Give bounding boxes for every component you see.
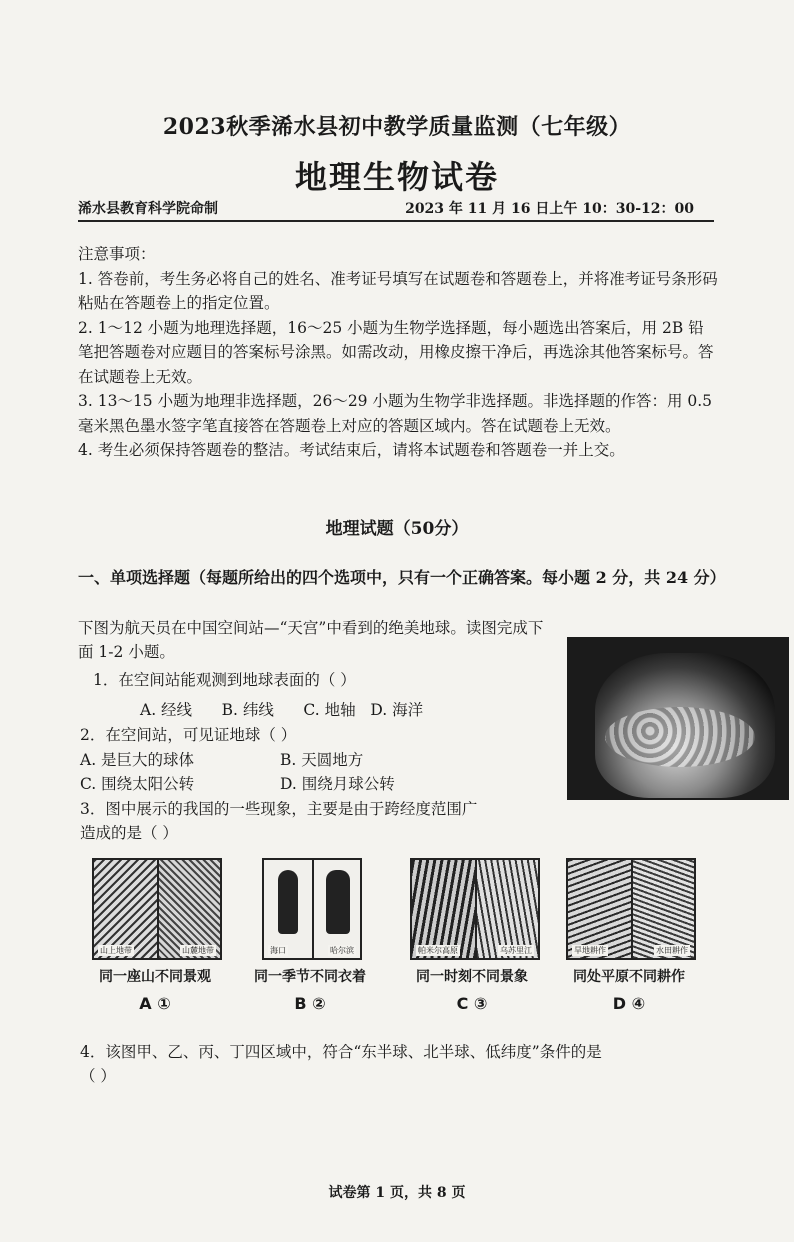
figure-2-image [262, 858, 362, 960]
cloud-pattern [605, 707, 755, 767]
figure-4-choice: D ④ [612, 994, 646, 1013]
question-1-options: A. 经线 B. 纬线 C. 地轴 D. 海洋 [140, 701, 424, 719]
question-4-paren: （ ） [80, 1067, 116, 1085]
intro-text: 下图为航天员在中国空间站—“天宫”中看到的绝美地球。读图完成下面 1-2 小题。 [78, 619, 544, 661]
meta-row [78, 196, 714, 222]
person-heavy-clothes [326, 870, 350, 934]
notice-item: 1. 答卷前，考生务必将自己的姓名、准考证号填写在试题卷和答题卷上，并将准考证号条形码粘贴在答题卷上的指定位置。 [78, 269, 718, 312]
notice [78, 242, 718, 463]
figure-3-tag-left: 帕米尔高原 [418, 946, 458, 955]
exam-datetime: 2023 年 11 月 16 日上午 10：30-12：00 [405, 201, 694, 217]
figure-1-choice: A ① [139, 994, 171, 1013]
question-2-option-c: C. 围绕太阳公转 [80, 775, 195, 793]
question-2-option-a: A. 是巨大的球体 [80, 751, 195, 769]
figure-4-image [566, 858, 696, 960]
figure-1-tag-right: 山麓地带 [182, 946, 214, 955]
figure-3-tag-right: 乌苏里江 [500, 946, 532, 955]
notice-item: 2. 1～12 小题为地理选择题，16～25 小题为生物学选择题，每小题选出答案后，用 2B 铅笔把答题卷对应题目的答案标号涂黑。如需改动，用橡皮擦干净后，再选涂其他答案标号。答在试题卷上无效。 [78, 318, 714, 386]
page-footer: 试卷第 1 页，共 8 页 [328, 1185, 466, 1201]
figure-2-choice: B ② [294, 994, 326, 1013]
exam-title: 2023秋季浠水县初中教学质量监测（七年级） [162, 114, 632, 140]
figure-3-caption: 同一时刻不同景象 [416, 969, 528, 985]
exam-subtitle: 地理生物试卷 [294, 158, 499, 196]
figure-4-caption: 同处平原不同耕作 [573, 969, 685, 985]
question-4-stem: 4．该图甲、乙、丙、丁四区域中，符合“东半球、北半球、低纬度”条件的是 [80, 1043, 602, 1061]
question-2-option-d: D. 围绕月球公转 [280, 775, 395, 793]
earth-from-space-photo [567, 637, 789, 800]
question-3-stem-line2: 造成的是（ ） [80, 824, 178, 842]
issuer: 浠水县教育科学院命制 [78, 201, 218, 217]
part-title: 一、单项选择题（每题所给出的四个选项中，只有一个正确答案。每小题 2 分，共 24 分） [78, 568, 726, 587]
notice-item: 4. 考生必须保持答题卷的整洁。考试结束后，请将本试题卷和答题卷一并上交。 [78, 441, 625, 459]
section-title: 地理试题（50分） [325, 519, 469, 539]
figure-1-image [92, 858, 222, 960]
person-light-clothes [278, 870, 298, 934]
notice-heading: 注意事项： [78, 245, 156, 263]
notice-item: 3. 13～15 小题为地理非选择题，26～29 小题为生物学非选择题。非选择题的作答：用 0.5 毫米黑色墨水签字笔直接答在答题卷上对应的答题区域内。答在试题卷上无效。 [78, 392, 713, 435]
figure-3-choice: C ③ [456, 994, 488, 1013]
figure-2-caption: 同一季节不同衣着 [254, 969, 366, 985]
figure-2-tag-left: 海口 [270, 946, 286, 955]
question-2-option-b: B. 天圆地方 [280, 751, 364, 769]
question-1-stem: 1．在空间站能观测到地球表面的（ ） [93, 671, 356, 689]
question-3-stem-line1: 3．图中展示的我国的一些现象，主要是由于跨经度范围广 [80, 800, 478, 818]
figure-3-image [410, 858, 540, 960]
figure-4-tag-left: 旱地耕作 [574, 946, 606, 955]
figure-4-tag-right: 水田耕作 [656, 946, 688, 955]
figure-2-tag-right: 哈尔滨 [330, 946, 354, 955]
figure-row [92, 858, 722, 1028]
question-2-stem: 2．在空间站，可见证地球（ ） [80, 726, 297, 744]
figure-1-tag-left: 山上地带 [100, 946, 132, 955]
figure-1-caption: 同一座山不同景观 [99, 969, 211, 985]
